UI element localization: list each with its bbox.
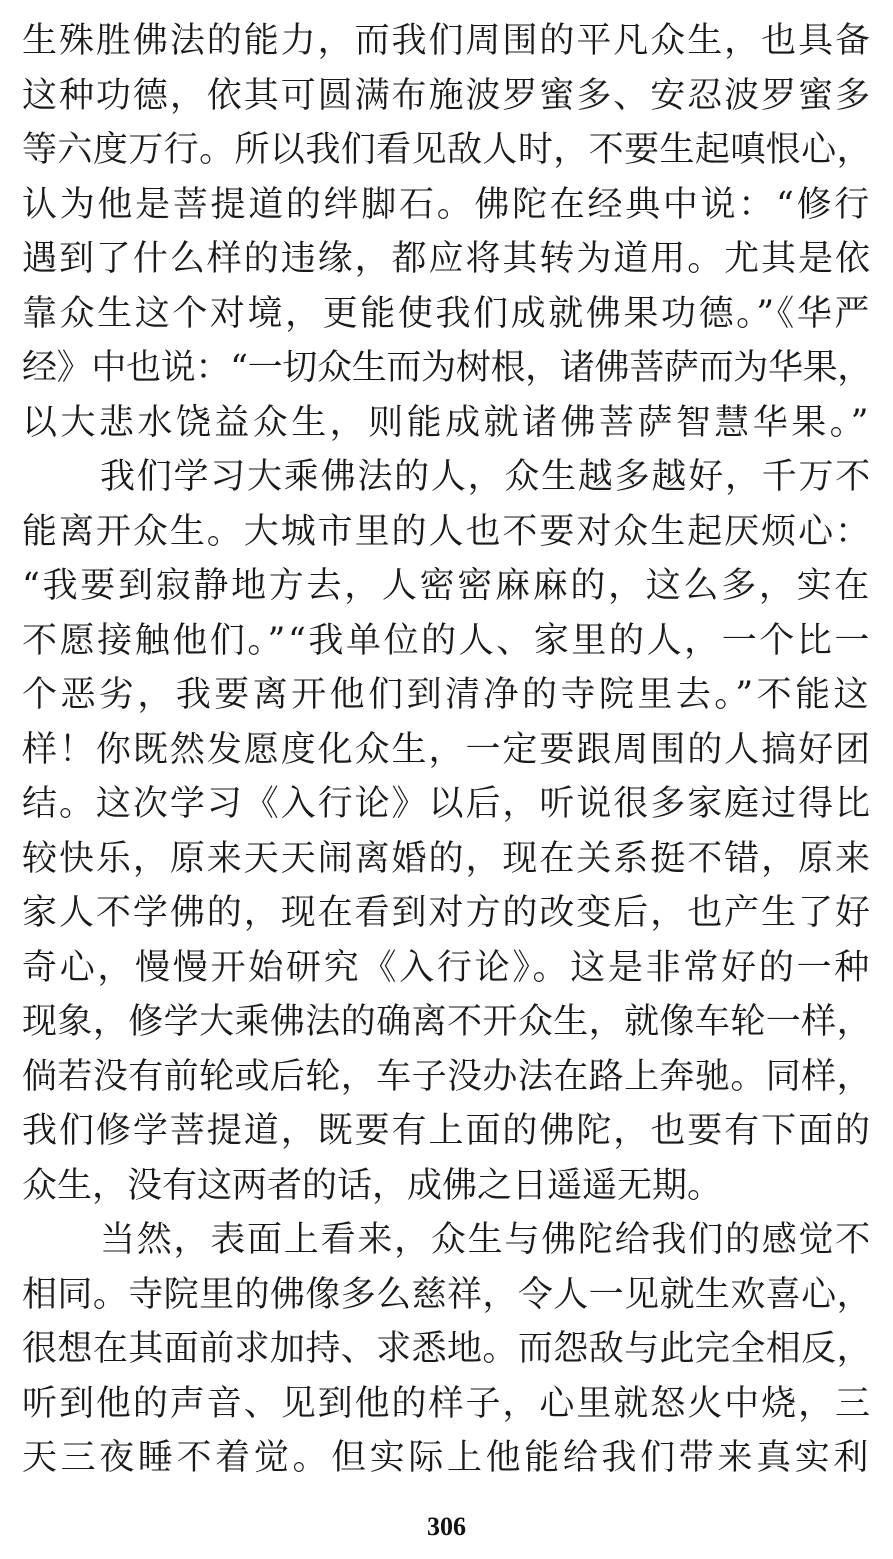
text-line: 现象，修学大乘佛法的确离不开众生，就像车轮一样， [22,1002,872,1042]
text-line: 我们学习大乘佛法的人，众生越多越好，千万不 [100,457,872,497]
text-line: 较快乐，原来天天闹离婚的，现在关系挺不错，原来 [22,838,872,879]
text-line: 众生，没有这两者的话，成佛之日遥遥无期。 [22,1165,723,1206]
text-line: 听到他的声音、见到他的样子，心里就怒火中烧，三 [22,1383,872,1424]
text-line: 等六度万行。所以我们看见敌人时，不要生起嗔恨心， [22,130,872,170]
text-line: 倘若没有前轮或后轮，车子没办法在路上奔驰。同样， [22,1056,872,1097]
text-line: 不愿接触他们。”“我单位的人、家里的人，一个比一 [22,620,872,661]
text-line: 这种功德，依其可圆满布施波罗蜜多、安忍波罗蜜多 [22,75,872,116]
page-number: 306 [427,1512,466,1541]
text-line: 靠众生这个对境，更能使我们成就佛果功德。”《华严 [22,293,872,334]
text-line: 当然，表面上看来，众生与佛陀给我们的感觉不 [100,1220,872,1260]
text-line: 以大悲水饶益众生，则能成就诸佛菩萨智慧华果。” [22,402,872,443]
text-line: 个恶劣，我要离开他们到清净的寺院里去。”不能这 [22,675,872,715]
text-line: 经》中也说：“一切众生而为树根，诸佛菩萨而为华果， [22,348,872,388]
text-line: 遇到了什么样的违缘，都应将其转为道用。尤其是依 [22,239,872,279]
text-line: 家人不学佛的，现在看到对方的改变后，也产生了好 [22,893,872,933]
text-line: 能离开众生。大城市里的人也不要对众生起厌烦心： [22,511,872,552]
text-line: 结。这次学习《入行论》以后，听说很多家庭过得比 [22,784,872,824]
body-text [22,14,872,1486]
text-line: 奇心，慢慢开始研究《入行论》。这是非常好的一种 [22,947,872,988]
text-line: 认为他是菩提道的绊脚石。佛陀在经典中说：“修行 [22,184,872,225]
text-line: 生殊胜佛法的能力，而我们周围的平凡众生，也具备 [22,21,872,61]
text-line: 相同。寺院里的佛像多么慈祥，令人一见就生欢喜心， [22,1274,872,1315]
text-line: “我要到寂静地方去，人密密麻麻的，这么多，实在 [22,566,872,606]
text-line: 天三夜睡不着觉。但实际上他能给我们带来真实利 [22,1438,872,1478]
text-line: 样！你既然发愿度化众生，一定要跟周围的人搞好团 [22,729,872,770]
text-line: 很想在其面前求加持、求悉地。而怨敌与此完全相反， [22,1329,872,1369]
text-line: 我们修学菩提道，既要有上面的佛陀，也要有下面的 [22,1111,872,1151]
